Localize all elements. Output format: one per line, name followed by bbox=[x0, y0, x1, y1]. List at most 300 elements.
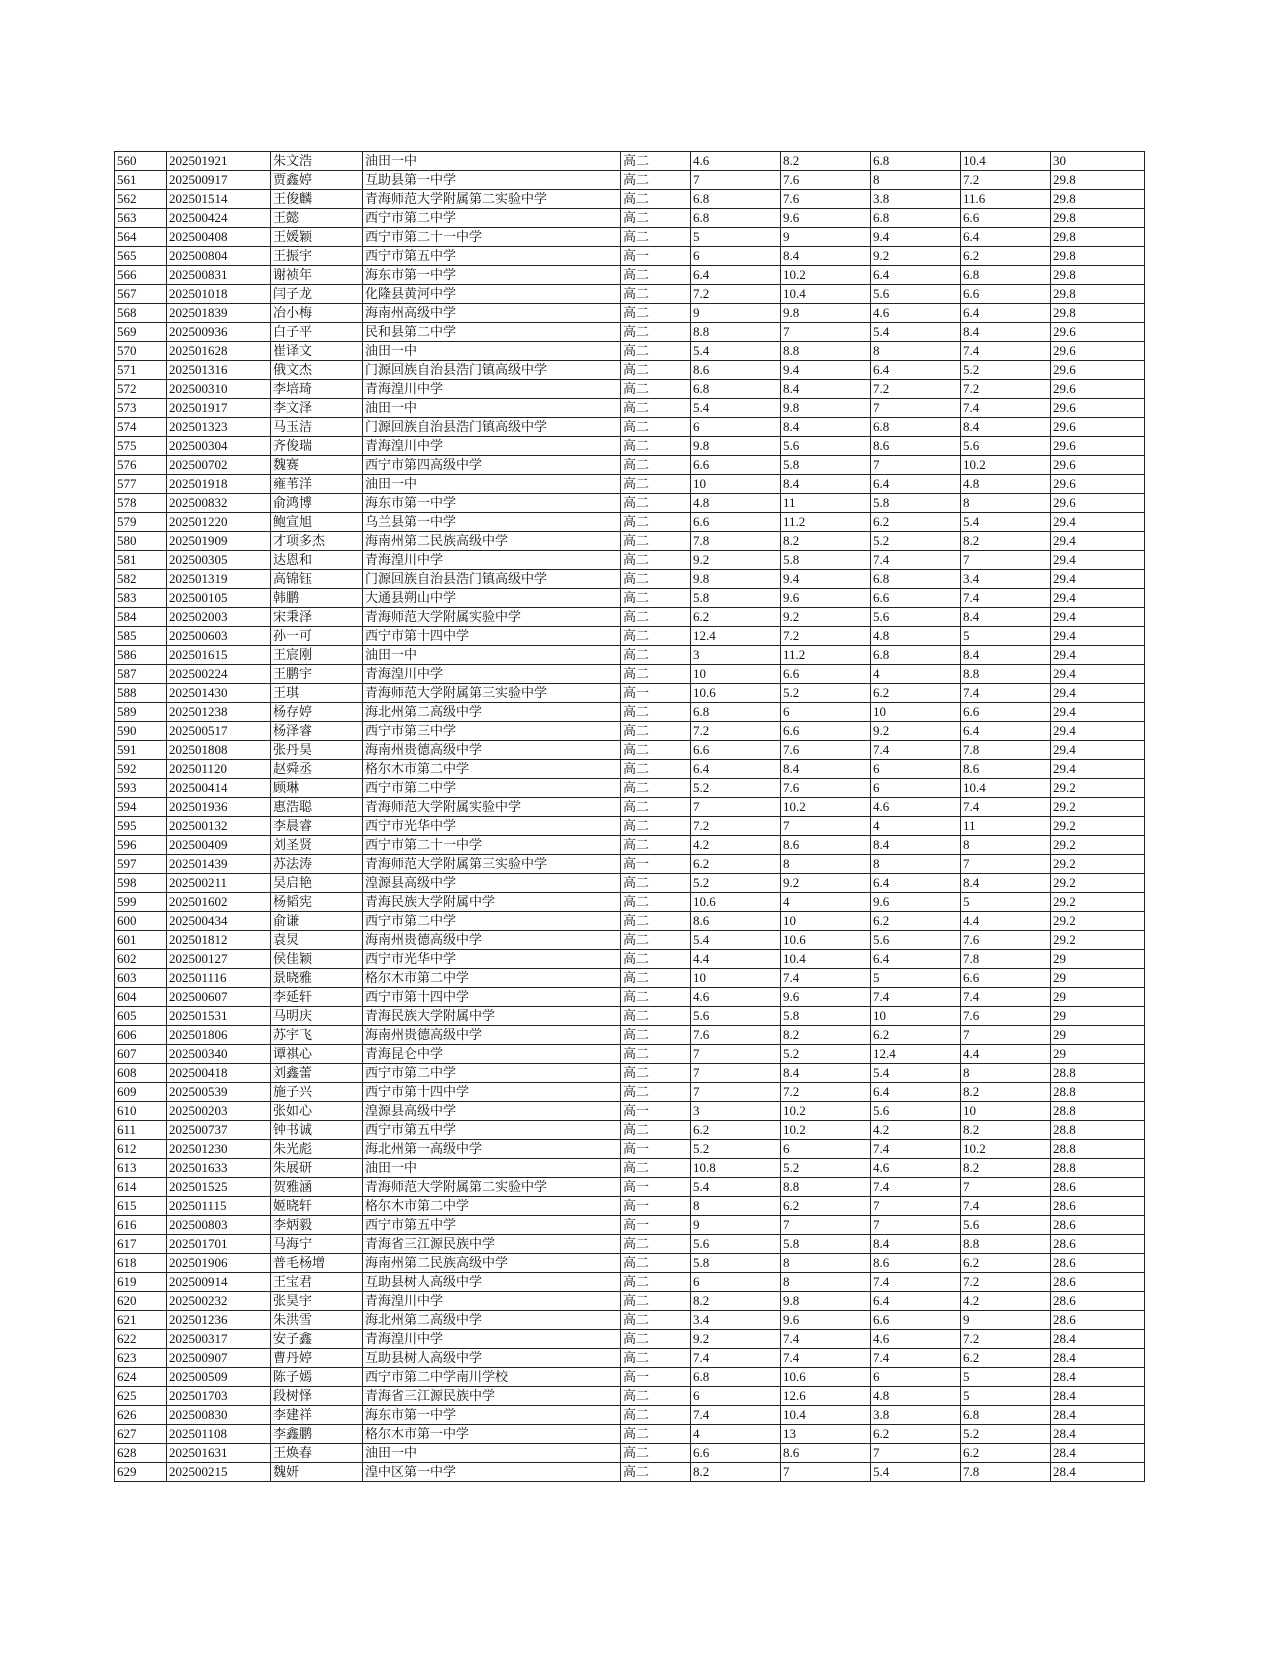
score-2-cell: 11 bbox=[781, 494, 871, 513]
table-row bbox=[115, 741, 1145, 760]
total-score-cell: 29.2 bbox=[1051, 893, 1145, 912]
grade-cell: 高二 bbox=[621, 190, 691, 209]
score-4-cell: 7.6 bbox=[961, 931, 1051, 950]
school-cell: 油田一中 bbox=[363, 475, 621, 494]
score-3-cell: 8.4 bbox=[871, 836, 961, 855]
score-3-cell: 10 bbox=[871, 703, 961, 722]
school-cell: 青海师范大学附属第三实验中学 bbox=[363, 684, 621, 703]
score-4-cell: 5.6 bbox=[961, 1216, 1051, 1235]
score-1-cell: 7.2 bbox=[691, 722, 781, 741]
school-cell: 海南州第二民族高级中学 bbox=[363, 532, 621, 551]
score-1-cell: 7 bbox=[691, 171, 781, 190]
table-row bbox=[115, 760, 1145, 779]
school-cell: 互助县树人高级中学 bbox=[363, 1273, 621, 1292]
score-1-cell: 5.8 bbox=[691, 589, 781, 608]
score-4-cell: 5 bbox=[961, 893, 1051, 912]
student-name-cell: 王媛颖 bbox=[271, 228, 363, 247]
school-cell: 青海湟川中学 bbox=[363, 1292, 621, 1311]
table-row bbox=[115, 304, 1145, 323]
score-1-cell: 3.4 bbox=[691, 1311, 781, 1330]
total-score-cell: 29.4 bbox=[1051, 741, 1145, 760]
rank-cell: 628 bbox=[115, 1444, 167, 1463]
score-1-cell: 7.2 bbox=[691, 285, 781, 304]
student-name-cell: 王振宇 bbox=[271, 247, 363, 266]
total-score-cell: 28.6 bbox=[1051, 1197, 1145, 1216]
student-name-cell: 王宸刚 bbox=[271, 646, 363, 665]
score-1-cell: 7 bbox=[691, 1083, 781, 1102]
score-1-cell: 6 bbox=[691, 1387, 781, 1406]
score-2-cell: 10.2 bbox=[781, 266, 871, 285]
table-row bbox=[115, 1387, 1145, 1406]
table-row bbox=[115, 627, 1145, 646]
student-name-cell: 马海宁 bbox=[271, 1235, 363, 1254]
score-1-cell: 9.8 bbox=[691, 437, 781, 456]
student-name-cell: 韩鹏 bbox=[271, 589, 363, 608]
score-1-cell: 8.6 bbox=[691, 912, 781, 931]
table-row bbox=[115, 171, 1145, 190]
rank-cell: 610 bbox=[115, 1102, 167, 1121]
score-1-cell: 6 bbox=[691, 1273, 781, 1292]
score-3-cell: 3.8 bbox=[871, 190, 961, 209]
table-row bbox=[115, 893, 1145, 912]
grade-cell: 高二 bbox=[621, 798, 691, 817]
grade-cell: 高二 bbox=[621, 1045, 691, 1064]
exam-id-cell: 202500132 bbox=[167, 817, 271, 836]
score-2-cell: 9.8 bbox=[781, 1292, 871, 1311]
grade-cell: 高二 bbox=[621, 1311, 691, 1330]
rank-cell: 590 bbox=[115, 722, 167, 741]
school-cell: 湟源县高级中学 bbox=[363, 1102, 621, 1121]
rank-cell: 625 bbox=[115, 1387, 167, 1406]
exam-id-cell: 202500830 bbox=[167, 1406, 271, 1425]
score-3-cell: 6.2 bbox=[871, 684, 961, 703]
rank-cell: 624 bbox=[115, 1368, 167, 1387]
score-1-cell: 6.6 bbox=[691, 456, 781, 475]
school-cell: 青海省三江源民族中学 bbox=[363, 1387, 621, 1406]
rank-cell: 579 bbox=[115, 513, 167, 532]
grade-cell: 高二 bbox=[621, 1330, 691, 1349]
score-1-cell: 3 bbox=[691, 1102, 781, 1121]
total-score-cell: 29.6 bbox=[1051, 456, 1145, 475]
table-row bbox=[115, 342, 1145, 361]
exam-id-cell: 202500224 bbox=[167, 665, 271, 684]
grade-cell: 高二 bbox=[621, 456, 691, 475]
grade-cell: 高二 bbox=[621, 1007, 691, 1026]
score-2-cell: 9.8 bbox=[781, 399, 871, 418]
score-4-cell: 6.2 bbox=[961, 1444, 1051, 1463]
score-4-cell: 7 bbox=[961, 1026, 1051, 1045]
score-4-cell: 7.4 bbox=[961, 399, 1051, 418]
total-score-cell: 29.6 bbox=[1051, 475, 1145, 494]
exam-id-cell: 202501703 bbox=[167, 1387, 271, 1406]
rank-cell: 571 bbox=[115, 361, 167, 380]
score-1-cell: 5.6 bbox=[691, 1007, 781, 1026]
score-1-cell: 12.4 bbox=[691, 627, 781, 646]
rank-cell: 602 bbox=[115, 950, 167, 969]
score-3-cell: 7.4 bbox=[871, 551, 961, 570]
score-2-cell: 7.4 bbox=[781, 969, 871, 988]
score-2-cell: 5.8 bbox=[781, 1007, 871, 1026]
score-2-cell: 8.4 bbox=[781, 1064, 871, 1083]
rank-cell: 615 bbox=[115, 1197, 167, 1216]
total-score-cell: 29.2 bbox=[1051, 836, 1145, 855]
exam-id-cell: 202501615 bbox=[167, 646, 271, 665]
exam-id-cell: 202501918 bbox=[167, 475, 271, 494]
table-row bbox=[115, 1273, 1145, 1292]
table-row bbox=[115, 931, 1145, 950]
table-row bbox=[115, 1159, 1145, 1178]
exam-id-cell: 202502003 bbox=[167, 608, 271, 627]
school-cell: 互助县树人高级中学 bbox=[363, 1349, 621, 1368]
school-cell: 青海民族大学附属中学 bbox=[363, 1007, 621, 1026]
student-name-cell: 冶小梅 bbox=[271, 304, 363, 323]
school-cell: 西宁市第三中学 bbox=[363, 722, 621, 741]
school-cell: 油田一中 bbox=[363, 399, 621, 418]
grade-cell: 高二 bbox=[621, 722, 691, 741]
score-2-cell: 9.2 bbox=[781, 608, 871, 627]
school-cell: 西宁市第十四中学 bbox=[363, 1083, 621, 1102]
exam-id-cell: 202500831 bbox=[167, 266, 271, 285]
rank-cell: 623 bbox=[115, 1349, 167, 1368]
school-cell: 海南州第二民族高级中学 bbox=[363, 1254, 621, 1273]
grade-cell: 高一 bbox=[621, 1178, 691, 1197]
student-name-cell: 陈子嫣 bbox=[271, 1368, 363, 1387]
table-row bbox=[115, 1463, 1145, 1482]
grade-cell: 高二 bbox=[621, 1254, 691, 1273]
school-cell: 湟源县高级中学 bbox=[363, 874, 621, 893]
rank-cell: 626 bbox=[115, 1406, 167, 1425]
exam-id-cell: 202501531 bbox=[167, 1007, 271, 1026]
score-4-cell: 8 bbox=[961, 494, 1051, 513]
student-name-cell: 朱洪雪 bbox=[271, 1311, 363, 1330]
student-name-cell: 钟书诚 bbox=[271, 1121, 363, 1140]
exam-id-cell: 202501316 bbox=[167, 361, 271, 380]
student-name-cell: 王琪 bbox=[271, 684, 363, 703]
grade-cell: 高二 bbox=[621, 1064, 691, 1083]
exam-id-cell: 202501839 bbox=[167, 304, 271, 323]
score-2-cell: 9.6 bbox=[781, 1311, 871, 1330]
score-1-cell: 5.4 bbox=[691, 1178, 781, 1197]
score-2-cell: 11.2 bbox=[781, 513, 871, 532]
score-1-cell: 6.6 bbox=[691, 741, 781, 760]
student-name-cell: 杨泽睿 bbox=[271, 722, 363, 741]
total-score-cell: 29.2 bbox=[1051, 931, 1145, 950]
score-2-cell: 8.4 bbox=[781, 760, 871, 779]
student-name-cell: 安子鑫 bbox=[271, 1330, 363, 1349]
score-4-cell: 7 bbox=[961, 855, 1051, 874]
total-score-cell: 29.4 bbox=[1051, 551, 1145, 570]
rank-cell: 617 bbox=[115, 1235, 167, 1254]
grade-cell: 高二 bbox=[621, 380, 691, 399]
score-3-cell: 7.4 bbox=[871, 1349, 961, 1368]
rank-cell: 587 bbox=[115, 665, 167, 684]
table-row bbox=[115, 437, 1145, 456]
rank-cell: 562 bbox=[115, 190, 167, 209]
table-row bbox=[115, 570, 1145, 589]
rank-cell: 563 bbox=[115, 209, 167, 228]
school-cell: 西宁市光华中学 bbox=[363, 950, 621, 969]
grade-cell: 高二 bbox=[621, 1121, 691, 1140]
student-name-cell: 曹丹婷 bbox=[271, 1349, 363, 1368]
school-cell: 海北州第一高级中学 bbox=[363, 1140, 621, 1159]
school-cell: 西宁市第五中学 bbox=[363, 1121, 621, 1140]
score-3-cell: 6.8 bbox=[871, 152, 961, 171]
rank-cell: 576 bbox=[115, 456, 167, 475]
rank-cell: 612 bbox=[115, 1140, 167, 1159]
table-row bbox=[115, 1311, 1145, 1330]
school-cell: 油田一中 bbox=[363, 1444, 621, 1463]
score-2-cell: 10.2 bbox=[781, 798, 871, 817]
school-cell: 西宁市第十四中学 bbox=[363, 627, 621, 646]
table-row bbox=[115, 1406, 1145, 1425]
score-2-cell: 8.2 bbox=[781, 1026, 871, 1045]
score-3-cell: 6.6 bbox=[871, 589, 961, 608]
school-cell: 格尔木市第一中学 bbox=[363, 1425, 621, 1444]
student-name-cell: 魏赛 bbox=[271, 456, 363, 475]
exam-id-cell: 202500914 bbox=[167, 1273, 271, 1292]
exam-id-cell: 202501906 bbox=[167, 1254, 271, 1273]
grade-cell: 高二 bbox=[621, 342, 691, 361]
exam-id-cell: 202501602 bbox=[167, 893, 271, 912]
score-4-cell: 7.2 bbox=[961, 380, 1051, 399]
exam-id-cell: 202500907 bbox=[167, 1349, 271, 1368]
table-row bbox=[115, 152, 1145, 171]
total-score-cell: 29 bbox=[1051, 969, 1145, 988]
score-4-cell: 7.4 bbox=[961, 589, 1051, 608]
score-2-cell: 8.4 bbox=[781, 247, 871, 266]
rank-cell: 591 bbox=[115, 741, 167, 760]
grade-cell: 高二 bbox=[621, 399, 691, 418]
student-name-cell: 普毛杨增 bbox=[271, 1254, 363, 1273]
score-4-cell: 8.6 bbox=[961, 760, 1051, 779]
score-4-cell: 5.2 bbox=[961, 361, 1051, 380]
exam-id-cell: 202500409 bbox=[167, 836, 271, 855]
school-cell: 青海师范大学附属第二实验中学 bbox=[363, 190, 621, 209]
score-3-cell: 5.4 bbox=[871, 323, 961, 342]
student-name-cell: 雍苇洋 bbox=[271, 475, 363, 494]
score-2-cell: 5.8 bbox=[781, 1235, 871, 1254]
score-4-cell: 7.8 bbox=[961, 1463, 1051, 1482]
student-name-cell: 李建祥 bbox=[271, 1406, 363, 1425]
exam-id-cell: 202501628 bbox=[167, 342, 271, 361]
student-name-cell: 谢祯年 bbox=[271, 266, 363, 285]
grade-cell: 高二 bbox=[621, 646, 691, 665]
student-name-cell: 李晨睿 bbox=[271, 817, 363, 836]
rank-cell: 594 bbox=[115, 798, 167, 817]
score-2-cell: 9.4 bbox=[781, 570, 871, 589]
score-2-cell: 9.6 bbox=[781, 589, 871, 608]
student-name-cell: 李培琦 bbox=[271, 380, 363, 399]
score-2-cell: 9.6 bbox=[781, 988, 871, 1007]
rank-cell: 574 bbox=[115, 418, 167, 437]
student-name-cell: 谭祺心 bbox=[271, 1045, 363, 1064]
student-name-cell: 姬晓轩 bbox=[271, 1197, 363, 1216]
table-row bbox=[115, 1292, 1145, 1311]
table-row bbox=[115, 836, 1145, 855]
rank-cell: 607 bbox=[115, 1045, 167, 1064]
score-2-cell: 4 bbox=[781, 893, 871, 912]
school-cell: 西宁市第二中学 bbox=[363, 912, 621, 931]
grade-cell: 高二 bbox=[621, 323, 691, 342]
score-2-cell: 8 bbox=[781, 1273, 871, 1292]
grade-cell: 高二 bbox=[621, 266, 691, 285]
score-2-cell: 10.4 bbox=[781, 950, 871, 969]
exam-id-cell: 202500434 bbox=[167, 912, 271, 931]
grade-cell: 高二 bbox=[621, 551, 691, 570]
grade-cell: 高二 bbox=[621, 988, 691, 1007]
score-1-cell: 6.6 bbox=[691, 513, 781, 532]
school-cell: 海南州贵德高级中学 bbox=[363, 931, 621, 950]
total-score-cell: 29.2 bbox=[1051, 817, 1145, 836]
rank-cell: 600 bbox=[115, 912, 167, 931]
score-2-cell: 8.2 bbox=[781, 152, 871, 171]
rank-cell: 580 bbox=[115, 532, 167, 551]
grade-cell: 高一 bbox=[621, 247, 691, 266]
score-4-cell: 7.4 bbox=[961, 342, 1051, 361]
rank-cell: 592 bbox=[115, 760, 167, 779]
score-4-cell: 7.8 bbox=[961, 741, 1051, 760]
table-row bbox=[115, 855, 1145, 874]
score-2-cell: 10.2 bbox=[781, 1121, 871, 1140]
school-cell: 西宁市第二中学 bbox=[363, 1064, 621, 1083]
rank-cell: 614 bbox=[115, 1178, 167, 1197]
school-cell: 青海师范大学附属实验中学 bbox=[363, 798, 621, 817]
total-score-cell: 29.6 bbox=[1051, 418, 1145, 437]
score-3-cell: 7 bbox=[871, 1216, 961, 1235]
score-3-cell: 7.4 bbox=[871, 1273, 961, 1292]
student-name-cell: 马玉洁 bbox=[271, 418, 363, 437]
score-1-cell: 6.8 bbox=[691, 703, 781, 722]
table-row bbox=[115, 969, 1145, 988]
table-row bbox=[115, 874, 1145, 893]
score-1-cell: 5.4 bbox=[691, 931, 781, 950]
school-cell: 青海湟川中学 bbox=[363, 380, 621, 399]
total-score-cell: 29.4 bbox=[1051, 646, 1145, 665]
grade-cell: 高二 bbox=[621, 1159, 691, 1178]
score-3-cell: 4.6 bbox=[871, 304, 961, 323]
score-4-cell: 8.2 bbox=[961, 1121, 1051, 1140]
score-1-cell: 6 bbox=[691, 247, 781, 266]
total-score-cell: 29.4 bbox=[1051, 589, 1145, 608]
score-4-cell: 8 bbox=[961, 836, 1051, 855]
score-2-cell: 9.4 bbox=[781, 361, 871, 380]
score-4-cell: 6.6 bbox=[961, 969, 1051, 988]
rank-cell: 575 bbox=[115, 437, 167, 456]
rank-cell: 620 bbox=[115, 1292, 167, 1311]
total-score-cell: 29.8 bbox=[1051, 209, 1145, 228]
score-3-cell: 8 bbox=[871, 342, 961, 361]
total-score-cell: 28.6 bbox=[1051, 1311, 1145, 1330]
score-2-cell: 7.2 bbox=[781, 627, 871, 646]
student-name-cell: 施子兴 bbox=[271, 1083, 363, 1102]
exam-id-cell: 202500603 bbox=[167, 627, 271, 646]
score-1-cell: 4.6 bbox=[691, 988, 781, 1007]
grade-cell: 高二 bbox=[621, 570, 691, 589]
total-score-cell: 29.2 bbox=[1051, 798, 1145, 817]
exam-id-cell: 202501238 bbox=[167, 703, 271, 722]
score-2-cell: 8.2 bbox=[781, 532, 871, 551]
table-row bbox=[115, 285, 1145, 304]
score-2-cell: 6.6 bbox=[781, 722, 871, 741]
grade-cell: 高二 bbox=[621, 152, 691, 171]
score-4-cell: 6.6 bbox=[961, 209, 1051, 228]
table-row bbox=[115, 1045, 1145, 1064]
table-row bbox=[115, 399, 1145, 418]
score-1-cell: 9.8 bbox=[691, 570, 781, 589]
student-name-cell: 李文泽 bbox=[271, 399, 363, 418]
score-2-cell: 6.6 bbox=[781, 665, 871, 684]
score-2-cell: 7.6 bbox=[781, 779, 871, 798]
score-2-cell: 11.2 bbox=[781, 646, 871, 665]
exam-id-cell: 202501806 bbox=[167, 1026, 271, 1045]
student-name-cell: 赵舜丞 bbox=[271, 760, 363, 779]
exam-id-cell: 202501525 bbox=[167, 1178, 271, 1197]
score-3-cell: 4.8 bbox=[871, 627, 961, 646]
school-cell: 海东市第一中学 bbox=[363, 494, 621, 513]
rank-cell: 599 bbox=[115, 893, 167, 912]
rank-cell: 621 bbox=[115, 1311, 167, 1330]
school-cell: 海南州高级中学 bbox=[363, 304, 621, 323]
score-3-cell: 7.4 bbox=[871, 988, 961, 1007]
grade-cell: 高一 bbox=[621, 1368, 691, 1387]
student-name-cell: 王鹏宇 bbox=[271, 665, 363, 684]
score-1-cell: 10 bbox=[691, 665, 781, 684]
exam-id-cell: 202501430 bbox=[167, 684, 271, 703]
school-cell: 门源回族自治县浩门镇高级中学 bbox=[363, 418, 621, 437]
school-cell: 门源回族自治县浩门镇高级中学 bbox=[363, 361, 621, 380]
score-4-cell: 8.8 bbox=[961, 1235, 1051, 1254]
score-2-cell: 8 bbox=[781, 855, 871, 874]
total-score-cell: 29.4 bbox=[1051, 532, 1145, 551]
rank-cell: 618 bbox=[115, 1254, 167, 1273]
score-4-cell: 8.4 bbox=[961, 874, 1051, 893]
score-3-cell: 5.2 bbox=[871, 532, 961, 551]
table-row bbox=[115, 1140, 1145, 1159]
score-1-cell: 9.2 bbox=[691, 1330, 781, 1349]
grade-cell: 高二 bbox=[621, 418, 691, 437]
table-row bbox=[115, 209, 1145, 228]
rank-cell: 611 bbox=[115, 1121, 167, 1140]
exam-id-cell: 202501220 bbox=[167, 513, 271, 532]
rank-cell: 564 bbox=[115, 228, 167, 247]
score-1-cell: 6.8 bbox=[691, 209, 781, 228]
score-1-cell: 6 bbox=[691, 418, 781, 437]
score-1-cell: 9.2 bbox=[691, 551, 781, 570]
rank-cell: 627 bbox=[115, 1425, 167, 1444]
score-1-cell: 5.2 bbox=[691, 1140, 781, 1159]
rank-cell: 598 bbox=[115, 874, 167, 893]
rank-cell: 567 bbox=[115, 285, 167, 304]
school-cell: 化隆县黄河中学 bbox=[363, 285, 621, 304]
results-table-body bbox=[115, 152, 1145, 1482]
score-3-cell: 5 bbox=[871, 969, 961, 988]
score-3-cell: 12.4 bbox=[871, 1045, 961, 1064]
score-1-cell: 5.4 bbox=[691, 399, 781, 418]
grade-cell: 高二 bbox=[621, 1235, 691, 1254]
score-1-cell: 7.4 bbox=[691, 1349, 781, 1368]
total-score-cell: 29.6 bbox=[1051, 361, 1145, 380]
score-4-cell: 6.6 bbox=[961, 285, 1051, 304]
school-cell: 青海昆仑中学 bbox=[363, 1045, 621, 1064]
score-2-cell: 5.2 bbox=[781, 1159, 871, 1178]
score-4-cell: 5.2 bbox=[961, 1425, 1051, 1444]
grade-cell: 高二 bbox=[621, 171, 691, 190]
score-2-cell: 7.4 bbox=[781, 1330, 871, 1349]
score-4-cell: 5.4 bbox=[961, 513, 1051, 532]
grade-cell: 高二 bbox=[621, 741, 691, 760]
score-3-cell: 4.6 bbox=[871, 798, 961, 817]
table-row bbox=[115, 247, 1145, 266]
